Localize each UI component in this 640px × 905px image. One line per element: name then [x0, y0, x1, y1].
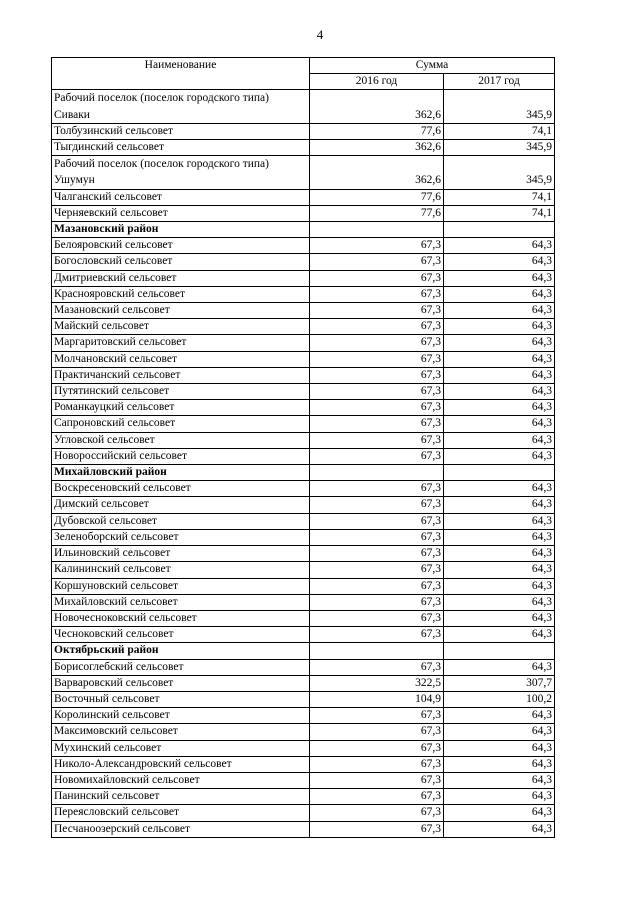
amount-2016: 104,9	[310, 691, 444, 707]
amount-2016: 67,3	[310, 659, 444, 675]
amount-2016: 67,3	[310, 610, 444, 626]
municipality-name: Рабочий поселок (поселок городского типа) Сиваки	[52, 90, 310, 123]
table-row	[52, 319, 555, 335]
amount-2016: 67,3	[310, 724, 444, 740]
amount-2017: 64,3	[444, 351, 555, 367]
amount-2017: 64,3	[444, 384, 555, 400]
municipality-name: Панинский сельсовет	[52, 789, 310, 805]
amount-2017: 64,3	[444, 481, 555, 497]
table-row	[52, 821, 555, 837]
amount-2017	[444, 465, 555, 481]
amount-2016: 67,3	[310, 416, 444, 432]
amount-2017: 64,3	[444, 562, 555, 578]
amount-2017: 64,3	[444, 578, 555, 594]
table-row	[52, 400, 555, 416]
table-row	[52, 805, 555, 821]
amount-2017: 64,3	[444, 756, 555, 772]
municipality-name: Варваровский сельсовет	[52, 675, 310, 691]
amount-2016: 67,3	[310, 789, 444, 805]
municipality-name: Калининский сельсовет	[52, 562, 310, 578]
table-row	[52, 562, 555, 578]
amount-2017: 64,3	[444, 805, 555, 821]
amount-2016: 67,3	[310, 432, 444, 448]
amount-2017: 64,3	[444, 448, 555, 464]
amount-2016: 67,3	[310, 594, 444, 610]
municipality-name: Новомихайловский сельсовет	[52, 772, 310, 788]
amount-2016: 67,3	[310, 562, 444, 578]
table-row	[52, 303, 555, 319]
municipality-name: Майский сельсовет	[52, 319, 310, 335]
column-header-name: Наименование	[52, 58, 310, 90]
district-header-row	[52, 222, 555, 238]
column-header-2016: 2016 год	[310, 74, 444, 90]
amount-2017: 64,3	[444, 335, 555, 351]
amount-2017: 64,3	[444, 740, 555, 756]
column-header-2017: 2017 год	[444, 74, 555, 90]
amount-2016: 362,6	[310, 140, 444, 156]
table-row	[52, 238, 555, 254]
amount-2016: 67,3	[310, 367, 444, 383]
amount-2017: 64,3	[444, 432, 555, 448]
municipality-name: Михайловский сельсовет	[52, 594, 310, 610]
municipality-name: Борисоглебский сельсовет	[52, 659, 310, 675]
amount-2017: 64,3	[444, 254, 555, 270]
amount-2017: 64,3	[444, 238, 555, 254]
amount-2016: 67,3	[310, 708, 444, 724]
table-row	[52, 432, 555, 448]
table-row	[52, 789, 555, 805]
amount-2016: 67,3	[310, 772, 444, 788]
amount-2017: 64,3	[444, 546, 555, 562]
amount-2016: 67,3	[310, 303, 444, 319]
municipality-name: Новочесноковский сельсовет	[52, 610, 310, 626]
amount-2017: 100,2	[444, 691, 555, 707]
amount-2016: 67,3	[310, 238, 444, 254]
table-row	[52, 756, 555, 772]
municipality-name: Тыгдинский сельсовет	[52, 140, 310, 156]
municipality-name: Маргаритовский сельсовет	[52, 335, 310, 351]
district-name: Октябрьский район	[52, 643, 310, 659]
amount-2016: 67,3	[310, 254, 444, 270]
amount-2016: 67,3	[310, 400, 444, 416]
amount-2016: 67,3	[310, 578, 444, 594]
municipality-name: Переясловский сельсовет	[52, 805, 310, 821]
table-row	[52, 286, 555, 302]
table-row	[52, 123, 555, 139]
amount-2017: 64,3	[444, 610, 555, 626]
amount-2016: 362,6	[310, 90, 444, 123]
municipality-name: Ильиновский сельсовет	[52, 546, 310, 562]
municipality-name: Богословский сельсовет	[52, 254, 310, 270]
municipality-name: Практичанский сельсовет	[52, 367, 310, 383]
amount-2017: 74,1	[444, 123, 555, 139]
amount-2017: 64,3	[444, 594, 555, 610]
municipality-name: Мухинский сельсовет	[52, 740, 310, 756]
amount-2017: 64,3	[444, 400, 555, 416]
municipality-name: Путятинский сельсовет	[52, 384, 310, 400]
municipality-name: Черняевский сельсовет	[52, 205, 310, 221]
amount-2017: 64,3	[444, 416, 555, 432]
amount-2016	[310, 465, 444, 481]
amount-2016: 67,3	[310, 335, 444, 351]
amount-2016	[310, 643, 444, 659]
table-row	[52, 659, 555, 675]
amount-2016: 67,3	[310, 448, 444, 464]
amount-2017: 64,3	[444, 789, 555, 805]
amount-2017: 345,9	[444, 90, 555, 123]
municipality-name: Белояровский сельсовет	[52, 238, 310, 254]
municipality-name: Коршуновский сельсовет	[52, 578, 310, 594]
amount-2017: 74,1	[444, 205, 555, 221]
amount-2016: 67,3	[310, 756, 444, 772]
amount-2017: 64,3	[444, 497, 555, 513]
municipality-name: Королинский сельсовет	[52, 708, 310, 724]
table-row	[52, 351, 555, 367]
amount-2016: 322,5	[310, 675, 444, 691]
municipality-name: Чалганский сельсовет	[52, 189, 310, 205]
municipality-name: Дубовской сельсовет	[52, 513, 310, 529]
table-row	[52, 627, 555, 643]
amount-2016: 67,3	[310, 821, 444, 837]
table-row	[52, 594, 555, 610]
amount-2017: 64,3	[444, 270, 555, 286]
amount-2017: 64,3	[444, 627, 555, 643]
column-header-sum: Сумма	[310, 58, 555, 74]
table-row	[52, 335, 555, 351]
amount-2016: 67,3	[310, 497, 444, 513]
amount-2016: 67,3	[310, 319, 444, 335]
amount-2017: 64,3	[444, 319, 555, 335]
amount-2016: 77,6	[310, 123, 444, 139]
municipality-name: Зеленоборский сельсовет	[52, 529, 310, 545]
amount-2017: 64,3	[444, 303, 555, 319]
municipality-name: Песчаноозерский сельсовет	[52, 821, 310, 837]
table-row	[52, 481, 555, 497]
municipality-name: Воскресеновский сельсовет	[52, 481, 310, 497]
amount-2016: 67,3	[310, 286, 444, 302]
amount-2016: 67,3	[310, 805, 444, 821]
municipality-name: Молчановский сельсовет	[52, 351, 310, 367]
district-header-row	[52, 643, 555, 659]
table-row	[52, 513, 555, 529]
municipality-name: Восточный сельсовет	[52, 691, 310, 707]
municipality-name: Мазановский сельсовет	[52, 303, 310, 319]
budget-table	[51, 57, 555, 838]
municipality-name: Чесноковский сельсовет	[52, 627, 310, 643]
municipality-name: Димский сельсовет	[52, 497, 310, 513]
table-row	[52, 740, 555, 756]
table-row	[52, 529, 555, 545]
amount-2016: 67,3	[310, 270, 444, 286]
amount-2017	[444, 222, 555, 238]
table-row	[52, 270, 555, 286]
amount-2016	[310, 222, 444, 238]
municipality-name: Угловской сельсовет	[52, 432, 310, 448]
amount-2016: 77,6	[310, 189, 444, 205]
amount-2017: 345,9	[444, 140, 555, 156]
amount-2017: 64,3	[444, 772, 555, 788]
amount-2016: 67,3	[310, 627, 444, 643]
table-row	[52, 691, 555, 707]
amount-2016: 362,6	[310, 156, 444, 189]
municipality-name: Дмитриевский сельсовет	[52, 270, 310, 286]
table-row	[52, 578, 555, 594]
amount-2017: 64,3	[444, 286, 555, 302]
amount-2016: 67,3	[310, 529, 444, 545]
table-row	[52, 254, 555, 270]
table-row	[52, 675, 555, 691]
amount-2016: 67,3	[310, 384, 444, 400]
amount-2017: 64,3	[444, 659, 555, 675]
district-name: Михайловский район	[52, 465, 310, 481]
municipality-name: Новороссийский сельсовет	[52, 448, 310, 464]
table-row	[52, 546, 555, 562]
district-header-row	[52, 465, 555, 481]
amount-2017: 345,9	[444, 156, 555, 189]
table-header	[52, 58, 555, 90]
table-row	[52, 448, 555, 464]
table-row	[52, 416, 555, 432]
amount-2017: 64,3	[444, 513, 555, 529]
municipality-name: Сапроновский сельсовет	[52, 416, 310, 432]
table-row	[52, 610, 555, 626]
municipality-name: Романкауцкий сельсовет	[52, 400, 310, 416]
table-row	[52, 497, 555, 513]
amount-2016: 67,3	[310, 546, 444, 562]
municipality-name: Рабочий поселок (поселок городского типа) Ушумун	[52, 156, 310, 189]
table-row	[52, 189, 555, 205]
page-number: 4	[316, 27, 324, 42]
table-row	[52, 384, 555, 400]
amount-2017: 74,1	[444, 189, 555, 205]
amount-2016: 67,3	[310, 481, 444, 497]
municipality-name: Толбузинский сельсовет	[52, 123, 310, 139]
amount-2017: 64,3	[444, 724, 555, 740]
municipality-name: Максимовский сельсовет	[52, 724, 310, 740]
amount-2016: 77,6	[310, 205, 444, 221]
district-name: Мазановский район	[52, 222, 310, 238]
table-row	[52, 156, 555, 189]
amount-2017: 307,7	[444, 675, 555, 691]
table-row	[52, 367, 555, 383]
amount-2017: 64,3	[444, 708, 555, 724]
municipality-name: Николо-Александровский сельсовет	[52, 756, 310, 772]
table-row	[52, 724, 555, 740]
table-row	[52, 140, 555, 156]
table-row	[52, 708, 555, 724]
municipality-name: Краснояровский сельсовет	[52, 286, 310, 302]
amount-2017: 64,3	[444, 821, 555, 837]
table-row	[52, 205, 555, 221]
amount-2016: 67,3	[310, 513, 444, 529]
amount-2016: 67,3	[310, 351, 444, 367]
amount-2017: 64,3	[444, 367, 555, 383]
table-body	[52, 90, 555, 837]
table-row	[52, 90, 555, 123]
amount-2016: 67,3	[310, 740, 444, 756]
table-row	[52, 772, 555, 788]
amount-2017	[444, 643, 555, 659]
amount-2017: 64,3	[444, 529, 555, 545]
